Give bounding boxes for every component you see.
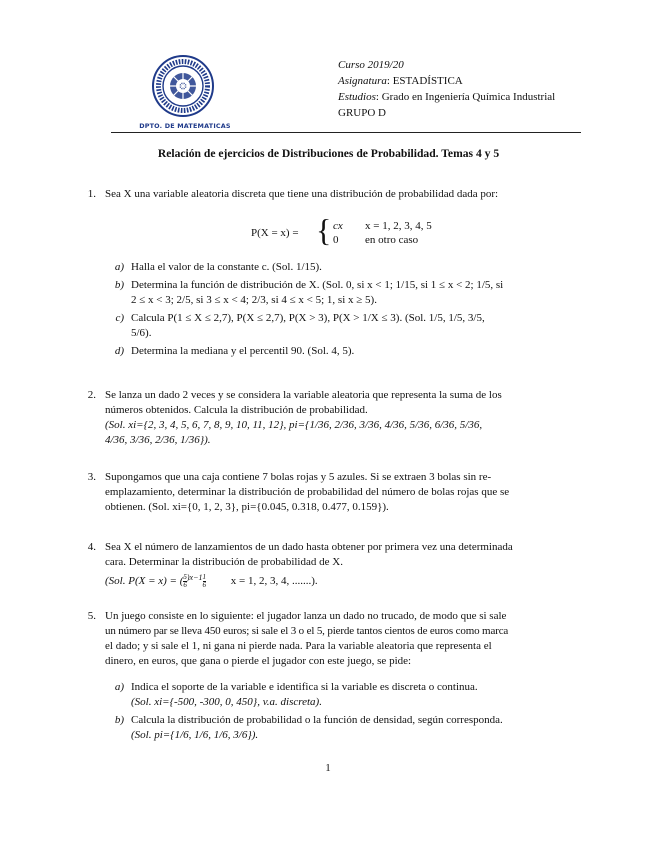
studies-value: : Grado en Ingeniería Química Industrial [375, 91, 556, 103]
cases-brace: { [316, 212, 332, 248]
ex2-line3: (Sol. xi={2, 3, 4, 5, 6, 7, 8, 9, 10, 11, 12}, pi={1/36, 2/36, 3/36, 4/36, 5/36, 6/36, 5/36, [105, 419, 483, 431]
ex1-case1-value: cx [333, 220, 343, 232]
ex2-line1: Se lanza un dado 2 veces y se considera la variable aleatoria que representa la suma de los [105, 389, 502, 401]
course-label: Curso [338, 59, 365, 71]
ex1-case1-condition: x = 1, 2, 3, 4, 5 [365, 220, 432, 232]
ex1-b-label: b) [114, 279, 124, 291]
ex3-line2: emplazamiento, determinar la distribución de probabilidad del número de bolas rojas que se [105, 486, 510, 498]
ex5-line3: el dado; y si sale el 1, ni gana ni pierde nada. Para la variable aleatoria que representa el [105, 640, 492, 652]
subject-label: Asignatura [338, 75, 387, 87]
ex2-number: 2. [87, 389, 96, 401]
ex3-line3: obtienen. (Sol. xi={0, 1, 2, 3}, pi={0.045, 0.318, 0.477, 0.159}). [105, 501, 389, 513]
ex4-exponent: )x−1 [186, 573, 203, 582]
ex4-solution [105, 570, 318, 589]
frac1-num: 5 [183, 572, 187, 581]
ex1-case2-condition: en otro caso [365, 234, 419, 246]
ex5-b-line2: (Sol. pi={1/6, 1/6, 1/6, 3/6}). [131, 729, 259, 741]
course-value: 2019/20 [367, 59, 404, 71]
ex1-intro: Sea X una variable aleatoria discreta que tiene una distribución de probabilidad dada por: [105, 188, 499, 200]
course-header [338, 57, 555, 121]
ex5-line4: dinero, en euros, que gana o pierde el jugador con este juego, se pide: [105, 655, 412, 667]
ex4-line2: cara. Determinar la distribución de probabilidad de X. [105, 556, 343, 568]
ex5-a-label: a) [114, 681, 124, 693]
ex1-a-text: Halla el valor de la constante c. (Sol. 1/15). [131, 261, 322, 273]
course-line [338, 57, 555, 73]
ex4-line1: Sea X el número de lanzamientos de un dado hasta obtener por primera vez una determinada [105, 541, 513, 553]
frac2-den: 6 [202, 580, 206, 589]
ex3-number: 3. [87, 471, 96, 483]
studies-label: Estudios [338, 91, 376, 103]
frac2-num: 1 [202, 572, 206, 581]
ex1-number: 1. [87, 188, 96, 200]
ex2-line4: 4/36, 3/36, 2/36, 1/36}). [105, 434, 211, 446]
ex1-formula-lhs: P(X = x) = [251, 227, 299, 239]
document-title: Relación de ejercicios de Distribuciones de Probabilidad. Temas 4 y 5 [157, 147, 500, 160]
ex5-number: 5. [87, 610, 96, 622]
page-number: 1 [325, 762, 331, 774]
studies-line [338, 89, 555, 105]
ex1-c-line2: 5/6). [131, 327, 152, 339]
ex5-line2: un número par se lleva 450 euros; si sale el 3 o el 5, pierde tantos cientos de euros como marca [105, 625, 509, 637]
subject-line [338, 73, 555, 89]
ex1-b-line1: Determina la función de distribución de X. (Sol. 0, si x < 1; 1/15, si 1 ≤ x < 2; 1/5, si [131, 279, 504, 291]
ex5-a-line2: (Sol. xi={-500, -300, 0, 450}, v.a. discreta). [131, 696, 322, 708]
ex5-line1: Un juego consiste en lo siguiente: el jugador lanza un dado no trucado, de modo que si sale [105, 610, 507, 622]
ex5-b-line1: Calcula la distribución de probabilidad o la función de densidad, según corresponda. [131, 714, 503, 726]
ex1-c-line1: Calcula P(1 ≤ X ≤ 2,7), P(X ≤ 2,7), P(X > 3), P(X > 1/X ≤ 3). (Sol. 1/5, 1/5, 3/5, [131, 312, 485, 324]
header-rule [111, 132, 581, 133]
logo-caption: DPTO. DE MATEMATICAS [139, 122, 231, 130]
ex4-sol-prefix: (Sol. P(X = x) = ( [105, 575, 184, 587]
ex1-a-label: a) [114, 261, 124, 273]
ex1-c-label: c) [115, 312, 124, 324]
ex2-line2: números obtenidos. Calcula la distribución de probabilidad. [105, 404, 368, 416]
ex1-d-label: d) [114, 345, 124, 357]
ex4-number: 4. [87, 541, 96, 553]
ex5-b-label: b) [114, 714, 124, 726]
ex4-sol-suffix: x = 1, 2, 3, 4, .......). [230, 575, 318, 587]
frac1-den: 6 [183, 580, 187, 589]
group-line: GRUPO D [338, 107, 386, 119]
ex1-b-line2: 2 ≤ x < 3; 2/5, si 3 ≤ x < 4; 2/3, si 4 ≤ x < 5; 1, si x ≥ 5). [131, 294, 377, 306]
ex1-d-text: Determina la mediana y el percentil 90. (Sol. 4, 5). [131, 345, 355, 357]
ex4-fraction-1-6 [203, 574, 207, 589]
ex3-line1: Supongamos que una caja contiene 7 bolas rojas y 5 azules. Si se extraen 3 bolas sin re- [105, 471, 492, 483]
subject-value: : ESTADÍSTICA [386, 75, 463, 87]
ex5-a-line1: Indica el soporte de la variable e identifica si la variable es discreta o continua. [131, 681, 478, 693]
ex1-case2-value: 0 [333, 234, 339, 246]
